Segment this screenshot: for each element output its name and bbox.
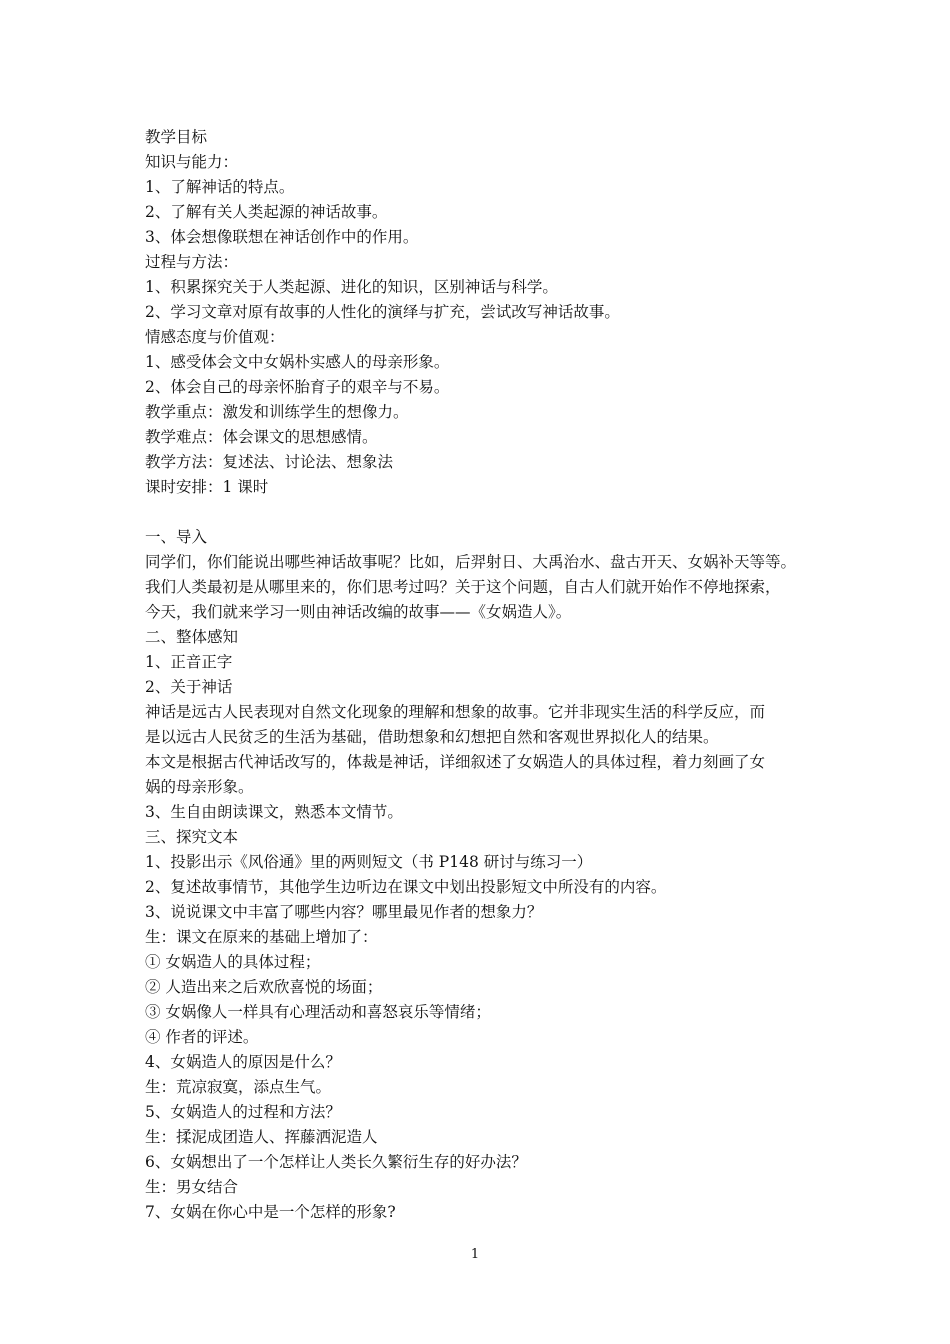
process-item: 1、积累探究关于人类起源、进化的知识，区别神话与科学。 [145,278,558,296]
perception-item: 2、关于神话 [145,678,233,696]
teaching-method: 教学方法：复述法、讨论法、想象法 [145,453,394,471]
explore-line: 5、女娲造人的过程和方法？ [145,1103,341,1121]
text-line: 本文是根据古代神话改写的，体裁是神话，详细叙述了女娲造人的具体过程，着力刻画了女 [145,753,766,771]
text-line: 娲的母亲形象。 [145,778,254,796]
knowledge-item: 3、体会想像联想在神话创作中的作用。 [145,228,419,246]
myth-line: 是以远古人民贫乏的生活为基础，借助想象和幻想把自然和客观世界拟化人的结果。 [145,728,719,746]
explore-line: ① 女娲造人的具体过程； [145,953,321,971]
page-number: 1 [470,1247,480,1262]
intro-heading: 一、导入 [145,528,208,546]
perception-item: 3、生自由朗读课文，熟悉本文情节。 [145,803,403,821]
objectives-heading: 教学目标 [145,128,208,146]
process-heading: 过程与方法： [145,253,239,271]
explore-line: 6、女娲想出了一个怎样让人类长久繁衍生存的好办法？ [145,1153,527,1171]
explore-line: 1、投影出示《风俗通》里的两则短文（书 P148 研讨与练习一） [145,853,593,871]
perception-heading: 二、整体感知 [145,628,239,646]
perception-item: 1、正音正字 [145,653,233,671]
explore-line: ④ 作者的评述。 [145,1028,259,1046]
knowledge-item: 1、了解神话的特点。 [145,178,295,196]
explore-line: ② 人造出来之后欢欣喜悦的场面； [145,978,383,996]
explore-line: 2、复述故事情节，其他学生边听边在课文中划出投影短文中所没有的内容。 [145,878,667,896]
emotion-heading: 情感态度与价值观： [145,328,285,346]
explore-line: 4、女娲造人的原因是什么？ [145,1053,341,1071]
explore-line: ③ 女娲像人一样具有心理活动和喜怒哀乐等情绪； [145,1003,491,1021]
explore-line: 7、女娲在你心中是一个怎样的形象? [145,1203,396,1221]
explore-line: 生：揉泥成团造人、挥藤洒泥造人 [145,1128,378,1146]
key-point: 教学重点：激发和训练学生的想像力。 [145,403,409,421]
explore-line: 生：课文在原来的基础上增加了： [145,928,378,946]
emotion-item: 1、感受体会文中女娲朴实感人的母亲形象。 [145,353,450,371]
emotion-item: 2、体会自己的母亲怀胎育子的艰辛与不易。 [145,378,450,396]
knowledge-item: 2、了解有关人类起源的神话故事。 [145,203,388,221]
intro-line: 我们人类最初是从哪里来的，你们思考过吗？关于这个问题，自古人们就开始作不停地探索， [145,578,781,596]
explore-line: 3、说说课文中丰富了哪些内容？哪里最见作者的想象力？ [145,903,543,921]
explore-line: 生：荒凉寂寞，添点生气。 [145,1078,332,1096]
intro-line: 今天，我们就来学习一则由神话改编的故事——《女娲造人》。 [145,603,572,621]
lesson-plan-body [145,125,813,1225]
explore-line: 生：男女结合 [145,1178,239,1196]
intro-line: 同学们，你们能说出哪些神话故事呢？比如，后羿射日、大禹治水、盘古开天、女娲补天等等。 [145,553,797,571]
knowledge-heading: 知识与能力： [145,153,239,171]
difficulty: 教学难点：体会课文的思想感情。 [145,428,378,446]
spacer [145,500,813,525]
schedule: 课时安排：1 课时 [145,478,269,496]
myth-line: 神话是远古人民表现对自然文化现象的理解和想象的故事。它并非现实生活的科学反应，而 [145,703,766,721]
process-item: 2、学习文章对原有故事的人性化的演绎与扩充，尝试改写神话故事。 [145,303,620,321]
explore-heading: 三、探究文本 [145,828,239,846]
